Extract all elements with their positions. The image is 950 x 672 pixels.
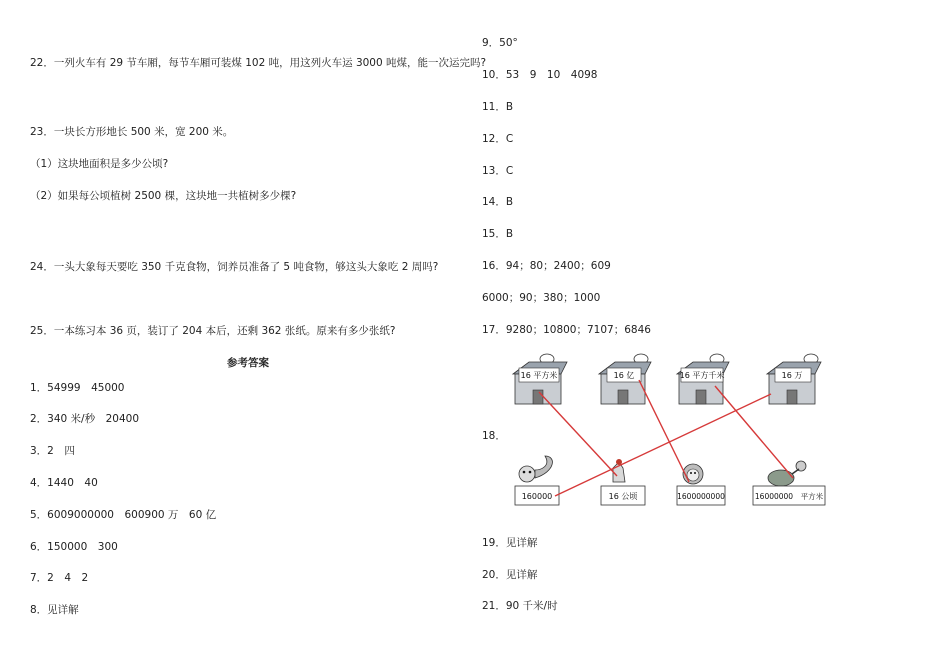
answer-20: 20．见详解 [482,569,538,581]
turtle-icon [768,461,806,486]
answer-17: 17．9280；10800；7107；6846 [482,324,651,336]
card-4-label: 16000000 平方米 [754,492,824,501]
answer-5: 5．6009000000 600900 万 60 亿 [30,509,217,521]
house-2 [599,354,651,404]
lion-icon [683,464,703,484]
answer-3: 3．2 四 [30,445,75,457]
squirrel-icon [519,456,552,482]
question-22: 22．一列火车有 29 节车厢，每节车厢可装煤 102 吨，用这列火车运 3000 吨煤，能一次运完吗? [30,57,487,69]
house-1-label: 16 平方米 [520,371,558,380]
card-1 [515,486,559,505]
answers-title: 参考答案 [227,357,269,369]
answer-8: 8．见详解 [30,604,79,616]
answer-11: 11．B [482,101,514,113]
house-3-label: 16 平方千米 [679,371,725,380]
question-25: 25．一本练习本 36 页，装订了 204 本后，还剩 362 张纸。原来有多少张纸? [30,325,396,337]
house-2-label: 16 亿 [613,371,635,380]
matching-lines [539,380,793,496]
answer-21: 21．90 千米/时 [482,600,558,612]
answer-9: 9．50° [482,37,518,49]
answer-19: 19．见详解 [482,537,538,549]
answer-16-continued: 6000；90；380；1000 [482,292,601,304]
answer-7: 7．2 4 2 [30,572,89,584]
answer-18: 18． [482,430,506,442]
house-3 [677,354,729,404]
matching-diagram [505,352,840,512]
answer-14: 14．B [482,196,514,208]
house-4 [767,354,821,404]
card-4 [753,486,825,505]
card-2 [601,486,645,505]
answer-6: 6．150000 300 [30,541,118,553]
question-24: 24．一头大象每天要吃 350 千克食物，饲养员准备了 5 吨食物，够这头大象吃 2 周吗? [30,261,439,273]
card-3 [677,486,725,505]
answer-13: 13．C [482,165,514,177]
card-2-label: 16 公顷 [608,492,638,501]
question-23-part-2: （2）如果每公顷植树 2500 棵，这块地一共植树多少棵? [30,190,297,202]
answer-12: 12．C [482,133,514,145]
question-23: 23．一块长方形地长 500 米，宽 200 米。 [30,126,234,138]
house-1 [513,354,567,404]
answer-1: 1．54999 45000 [30,382,125,394]
answer-2: 2．340 米/秒 20400 [30,413,139,425]
answer-10: 10．53 9 10 4098 [482,69,598,81]
rooster-icon [613,459,625,482]
answer-15: 15．B [482,228,514,240]
card-3-label: 1600000000 [677,492,725,501]
answer-4: 4．1440 40 [30,477,98,489]
answer-16: 16．94；80；2400；609 [482,260,611,272]
question-23-part-1: （1）这块地面积是多少公顷? [30,158,169,170]
house-4-label: 16 万 [781,371,803,380]
card-1-label: 160000 [521,492,553,501]
